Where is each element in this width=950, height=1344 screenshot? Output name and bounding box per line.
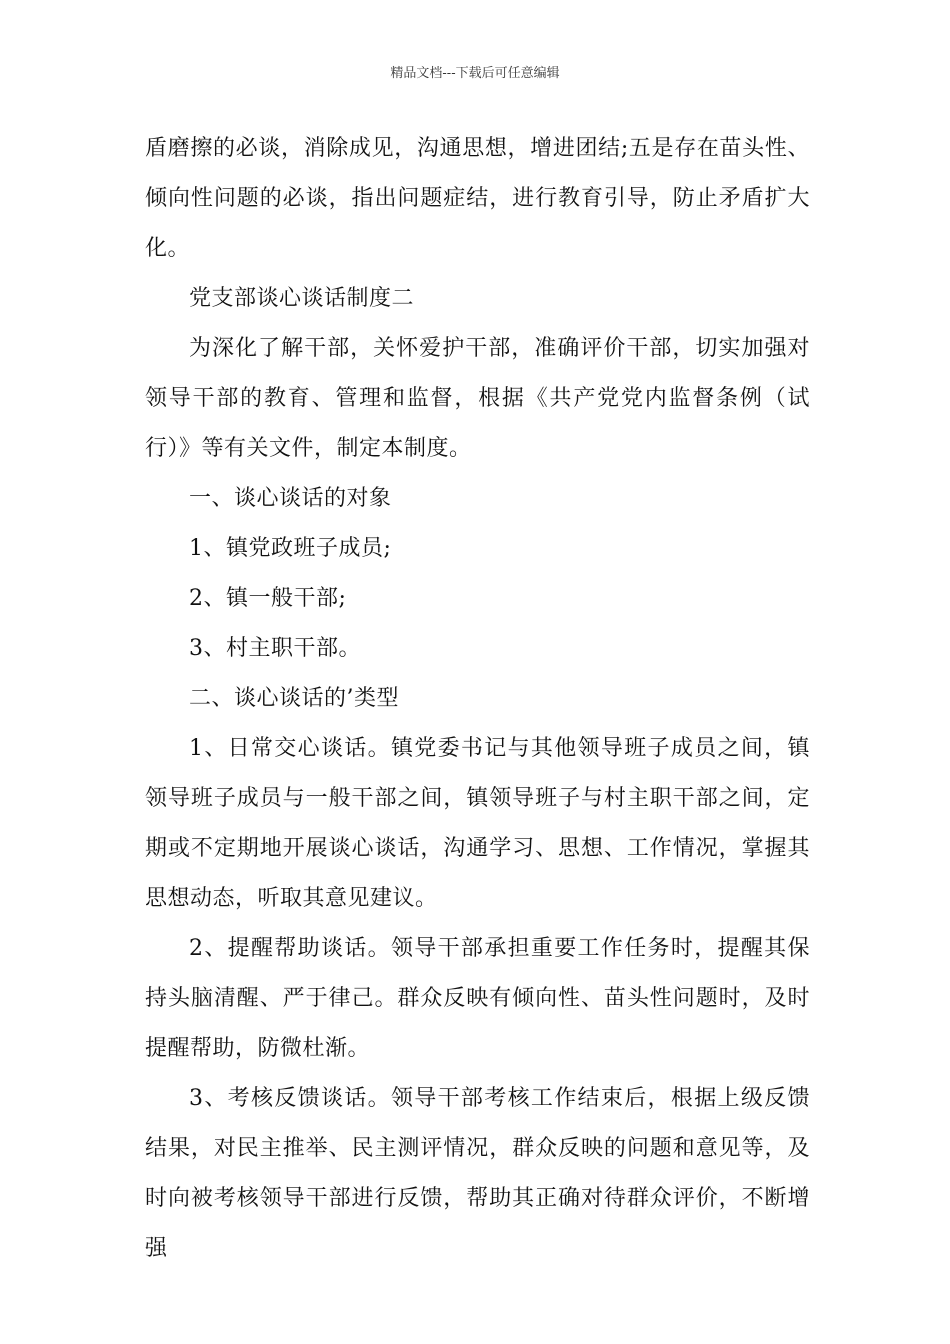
heading-types: 二、谈心谈话的’类型 [189,686,399,711]
paragraph-type-3: 3、考核反馈谈话。领导干部考核工作结束后，根据上级反馈结果，对民主推举、民主测评情况，群众反映的问题和意见等，及时向被考核领导干部进行反馈，帮助其正确对待群众评价，不断增强 [145,1086,810,1261]
paragraph-1: 盾磨擦的必谈，消除成见，沟通思想，增进团结;五是存在苗头性、倾向性问题的必谈，指出问题症结，进行教育引导，防止矛盾扩大化。 [145,136,810,261]
paragraph-type-1: 1、日常交心谈话。镇党委书记与其他领导班子成员之间，镇领导班子成员与一般干部之间，镇领导班子与村主职干部之间，定期或不定期地开展谈心谈话，沟通学习、思想、工作情况，掌握其思想动态，听取其意见建议。 [145,736,810,911]
page-header: 精品文档---下载后可任意编辑 [390,66,560,81]
list-item: 3、村主职干部。 [189,636,361,661]
paragraph-intro: 为深化了解干部，关怀爱护干部，准确评价干部，切实加强对领导干部的教育、管理和监督，根据《共产党党内监督条例（试行）》等有关文件，制定本制度。 [145,336,810,461]
section-title: 党支部谈心谈话制度二 [189,286,415,311]
list-item: 1、镇党政班子成员; [189,536,392,561]
heading-targets: 一、谈心谈话的对象 [189,486,392,511]
document-body [145,124,810,1274]
paragraph-type-2: 2、提醒帮助谈话。领导干部承担重要工作任务时，提醒其保持头脑清醒、严于律己。群众反映有倾向性、苗头性问题时，及时提醒帮助，防微杜渐。 [145,936,810,1061]
list-item: 2、镇一般干部; [189,586,347,611]
